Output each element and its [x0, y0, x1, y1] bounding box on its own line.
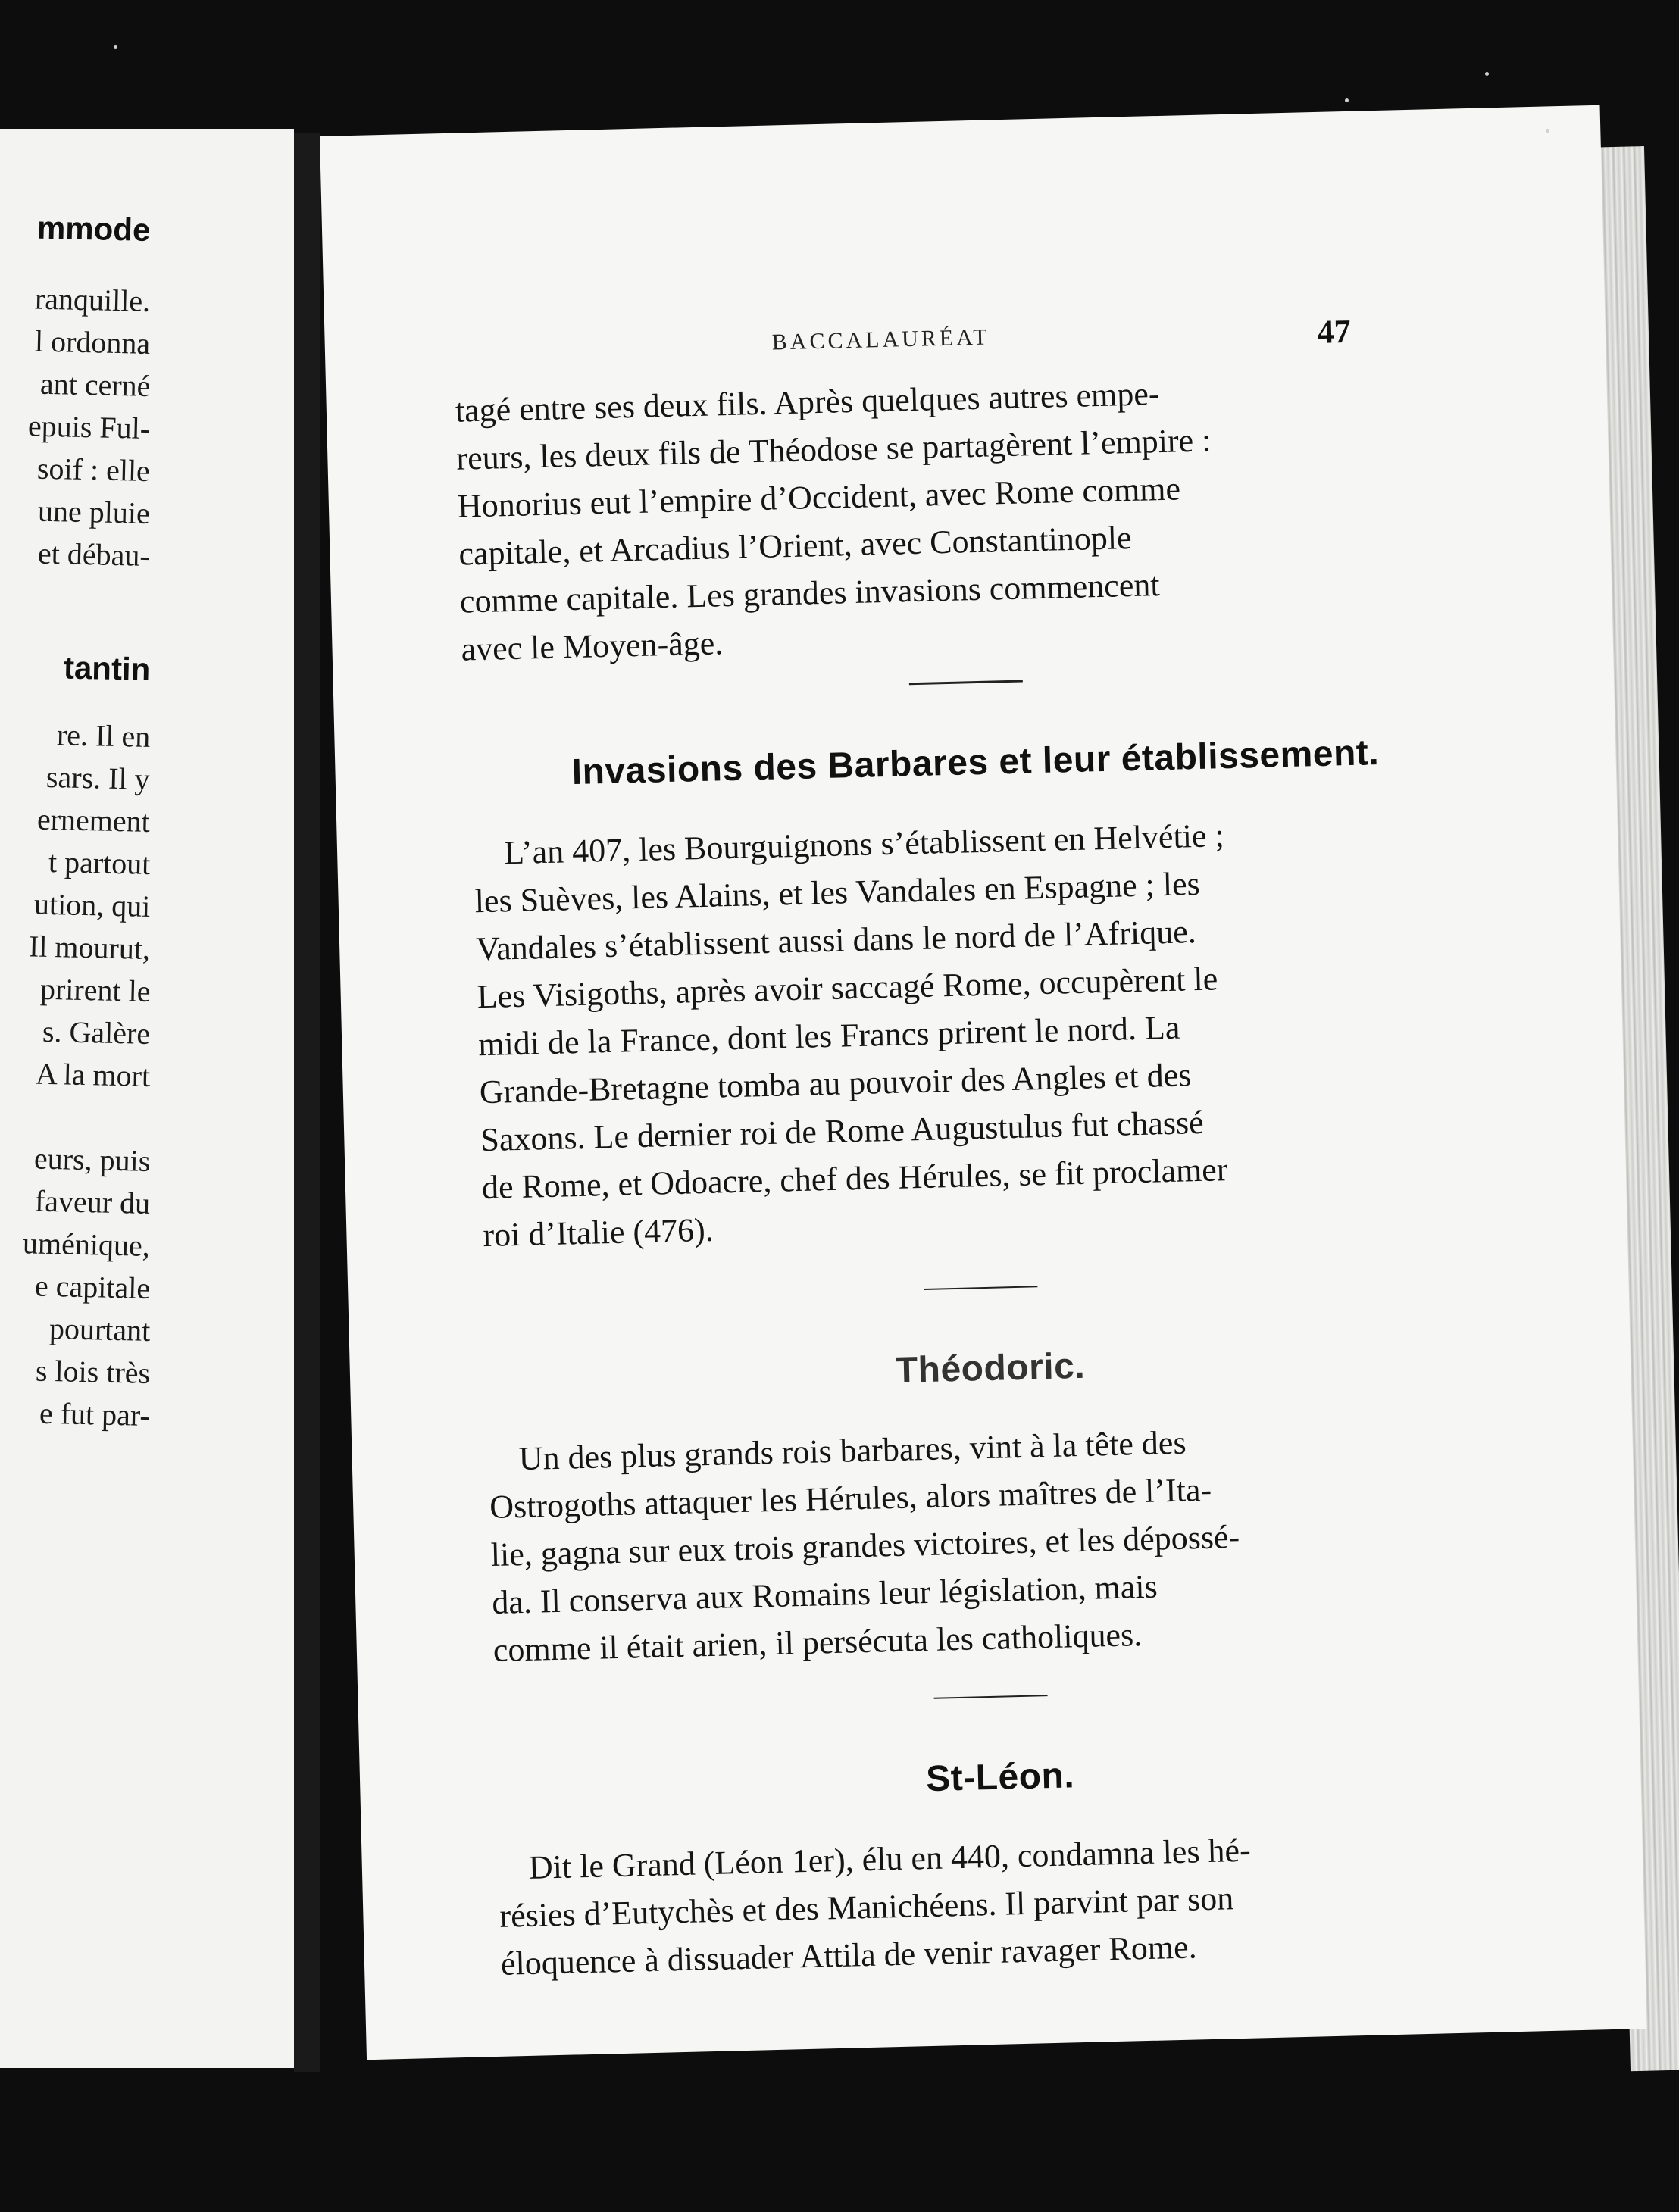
dust-speck	[114, 45, 117, 49]
left-line: re. Il en	[56, 717, 151, 754]
text-line: avec le Moyen-âge.	[461, 624, 724, 668]
left-line: uménique,	[22, 1226, 151, 1263]
text-line: Honorius eut l’empire d’Occident, avec Rome comme	[457, 470, 1181, 525]
left-line: ranquille.	[34, 281, 151, 318]
page-number: 47	[1317, 312, 1352, 351]
text-line: L’an 407, les Bourguignons s’établissent en Helvétie ;	[503, 817, 1225, 872]
intro-paragraph	[455, 364, 1386, 673]
left-line: ant cerné	[39, 366, 151, 403]
left-line: s. Galère	[42, 1014, 151, 1051]
left-page-text	[0, 129, 294, 2068]
left-line: Il mourut,	[28, 929, 151, 966]
section-divider	[909, 680, 1023, 686]
section-divider	[934, 1695, 1048, 1699]
left-line: eurs, puis	[33, 1141, 151, 1178]
dust-speck	[1345, 98, 1349, 102]
left-line: epuis Ful-	[27, 408, 151, 445]
section-paragraph-invasions	[473, 808, 1407, 1260]
left-line: A la mort	[35, 1056, 151, 1093]
text-line: les Suèves, les Alains, et les Vandales en Espagne ; les	[474, 864, 1201, 920]
left-line: soif : elle	[36, 451, 151, 488]
text-line: éloquence à dissuader Attila de venir ravager Rome.	[500, 1928, 1198, 1982]
text-line: roi d’Italie (476).	[482, 1211, 714, 1254]
left-line: ernement	[36, 801, 151, 839]
text-line: midi de la France, dont les Francs prirent le nord. La	[477, 1008, 1180, 1064]
book-gutter	[294, 133, 320, 2072]
left-heading-2: tantin	[63, 649, 151, 687]
left-line: ution, qui	[33, 886, 151, 923]
section-paragraph-theodoric	[488, 1413, 1418, 1674]
dust-speck	[1485, 72, 1489, 76]
left-line: et débau-	[37, 536, 151, 573]
left-line: faveur du	[34, 1183, 151, 1220]
text-line: da. Il conserva aux Romains leur législation, mais	[491, 1567, 1158, 1622]
section-paragraph-st-leon	[498, 1822, 1425, 1988]
section-title-st-leon: St-Léon.	[925, 1755, 1075, 1800]
text-line: lie, gagna sur eux trois grandes victoires, et les dépossé-	[490, 1517, 1240, 1574]
left-line: s lois très	[35, 1353, 151, 1390]
section-title-theodoric: Théodoric.	[895, 1345, 1086, 1391]
dust-speck	[1546, 129, 1549, 133]
text-line: Un des plus grands rois barbares, vint à la tête des	[518, 1423, 1187, 1478]
text-line: résies d’Eutychès et des Manichéens. Il parvint par son	[499, 1879, 1234, 1935]
right-page	[320, 105, 1647, 2060]
left-heading-1: mmode	[36, 209, 151, 248]
text-line: Grande-Bretagne tomba au pouvoir des Angles et des	[479, 1056, 1192, 1111]
left-line: e fut par-	[39, 1395, 151, 1432]
text-line: Dit le Grand (Léon 1er), élu en 440, condamna les hé-	[528, 1831, 1252, 1886]
section-divider	[924, 1286, 1037, 1290]
left-line: e capitale	[34, 1268, 151, 1305]
left-line: sars. Il y	[45, 759, 151, 796]
text-line: comme capitale. Les grandes invasions commencent	[459, 566, 1161, 620]
text-line: reurs, les deux fils de Théodose se partagèrent l’empire :	[455, 421, 1212, 477]
running-head: BACCALAURÉAT	[771, 324, 991, 355]
text-line: de Rome, et Odoacre, chef des Hérules, se fit proclamer	[481, 1151, 1228, 1207]
text-line: Vandales s’établissent aussi dans le nord de l’Afrique.	[475, 913, 1197, 968]
left-line: pourtant	[48, 1311, 151, 1348]
text-line: capitale, et Arcadius l’Orient, avec Constantinople	[458, 518, 1133, 573]
section-title-invasions: Invasions des Barbares et leur établissement.	[571, 733, 1380, 793]
text-line: Les Visigoths, après avoir saccagé Rome, occupèrent le	[477, 960, 1218, 1016]
left-line: t partout	[48, 844, 151, 881]
left-line: l ordonna	[34, 323, 151, 361]
left-line: prirent le	[39, 971, 151, 1008]
text-line: comme il était arien, il persécuta les catholiques.	[492, 1616, 1143, 1669]
text-line: Saxons. Le dernier roi de Rome Augustulus fut chassé	[480, 1103, 1205, 1159]
text-line: Ostrogoths attaquer les Hérules, alors maîtres de l’Ita-	[489, 1470, 1212, 1526]
left-line: une pluie	[37, 493, 151, 530]
left-page-fragment	[0, 129, 294, 2068]
text-line: tagé entre ses deux fils. Après quelques autres empe-	[455, 375, 1161, 430]
